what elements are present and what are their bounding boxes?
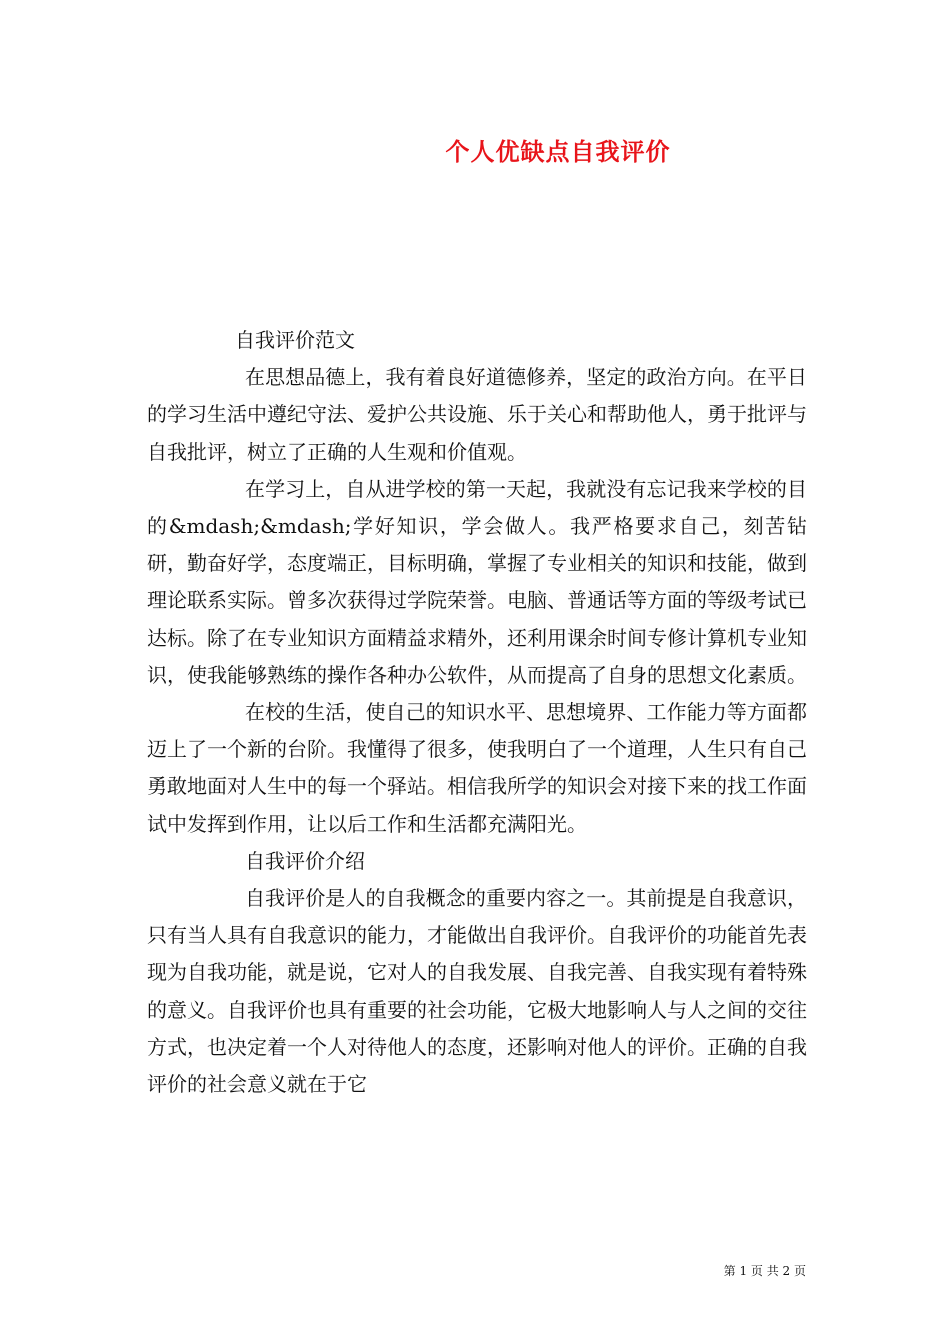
section-heading-sample: 自我评价范文 — [235, 328, 355, 352]
paragraph-intro: 自我评价是人的自我概念的重要内容之一。其前提是自我意识，只有当人具有自我意识的能力，才能做出自我评价。自我评价的功能首先表现为自我功能，就是说，它对人的自我发展、自我完善、自我实现有着特殊的意义。自我评价也具有重要的社会功能，它极大地影响人与人之间的交往方式，也决定着一个人对待他人的态度，还影响对他人的评价。正确的自我评价的社会意义就在于它 — [147, 886, 807, 1097]
paragraph-moral: 在思想品德上，我有着良好道德修养，坚定的政治方向。在平日的学习生活中遵纪守法、爱护公共设施、乐于关心和帮助他人，勇于批评与自我批评，树立了正确的人生观和价值观。 — [147, 365, 807, 464]
paragraph-study: 在学习上，自从进学校的第一天起，我就没有忘记我来学校的目的&mdash;&mdash;学好知识，学会做人。我严格要求自己，刻苦钻研，勤奋好学，态度端正，目标明确，掌握了专业相关的知识和技能，做到理论联系实际。曾多次获得过学院荣誉。电脑、普通话等方面的等级考试已达标。除了在专业知识方面精益求精外，还利用课余时间专修计算机专业知识，使我能够熟练的操作各种办公软件，从而提高了自身的思想文化素质。 — [147, 476, 807, 687]
document-title: 个人优缺点自我评价 — [445, 138, 671, 166]
page-footer: 第 1 页 共 2 页 — [723, 1264, 806, 1278]
section-heading-intro: 自我评价介绍 — [245, 848, 365, 873]
paragraph-campus-life: 在校的生活，使自己的知识水平、思想境界、工作能力等方面都迈上了一个新的台阶。我懂得了很多，使我明白了一个道理，人生只有自己勇敢地面对人生中的每一个驿站。相信我所学的知识会对接下来的找工作面试中发挥到作用，让以后工作和生活都充满阳光。 — [147, 700, 807, 836]
document-body — [147, 322, 807, 1103]
